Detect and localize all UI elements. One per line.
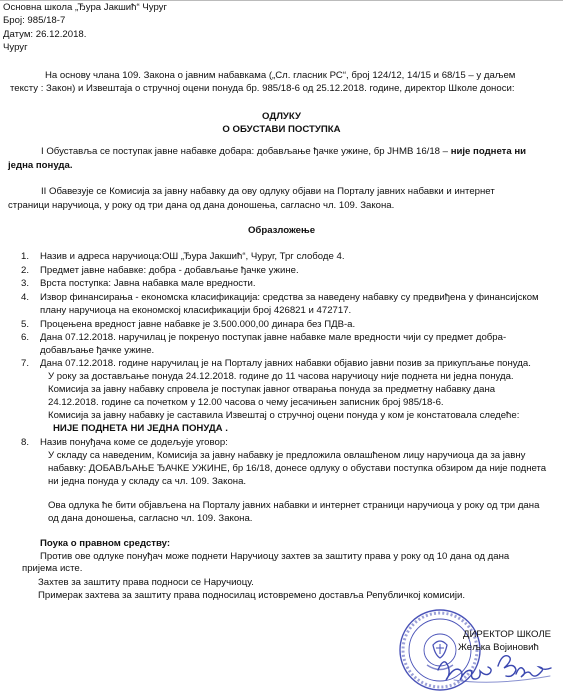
item-number: 6.: [21, 332, 30, 343]
decision-title: ОДЛУКУ: [262, 111, 301, 122]
item-number: 2.: [21, 265, 30, 276]
document-number: Број: 985/18-7: [3, 15, 66, 26]
item-number: 8.: [21, 437, 30, 448]
legal-remedy-line-3: Захтев за заштиту права подноси се Наручиоцу.: [38, 577, 254, 588]
section-1-line-2: једна понуда.: [8, 160, 73, 171]
item-7-line-4: 24.12.2018. године са почетком у 12.00 часова о чему јесачињен записник број 985/18-6.: [48, 397, 444, 408]
item-2-line-1: Предмет јавне набавке: добра - добављање ђачке ужине.: [40, 265, 299, 276]
section-1-emphasis: није поднета ни: [450, 146, 527, 157]
top-divider: [0, 0, 563, 1]
legal-remedy-line-2: пријема исте.: [22, 563, 83, 574]
section-1-line-1: [41, 146, 526, 157]
director-role: ДИРЕКТОР ШКОЛЕ: [463, 629, 552, 640]
item-number: 1.: [21, 251, 30, 262]
item-1-line-1: Назив и адреса наручиоца:ОШ „Ђура Јакшић“, Чуруг, Трг слободе 4.: [40, 251, 345, 262]
item-7-line-2: У року за достављање понуда 24.12.2018. године до 11 часова наручиоцу није поднета ни једна понуда.: [48, 371, 514, 382]
item-4-line-1: Извор финансирања - економска класификација: средства за наведену набавку су предвиђена у финансијском: [40, 292, 539, 303]
legal-remedy-title: Поука о правном средству:: [40, 538, 171, 549]
item-number: 3.: [21, 278, 30, 289]
section-2-line-1: II Обавезује се Комисија за јавну набавку да ову одлуку објави на Порталу јавних набавки и интернет: [41, 186, 495, 197]
document-place: Чуруг: [3, 42, 28, 53]
item-7-line-5: Комисија за јавну набавку је саставила Извештај о стручној оцени понуда у ком је констатовала следеће:: [48, 410, 520, 421]
item-number: 4.: [21, 292, 30, 303]
director-name: Жељка Војиновић: [458, 642, 539, 653]
item-5-line-1: Процењена вредност јавне набавке је 3.500.000,00 динара без ПДВ-а.: [40, 319, 356, 330]
handwritten-signature-icon: [434, 640, 562, 692]
intro-line-1: На основу члана 109. Закона о јавним набавкама („Сл. гласник РС“, број 124/12, 14/15 и 68/15 – у даљем: [45, 70, 516, 81]
item-6-line-1: Дана 07.12.2018. наручилац је покренуо поступак јавне набавке мале вредности чији су предмет добра-: [40, 332, 507, 343]
item-7-line-3: Комисија за јавну набавку спровела је поступак јавног отварања понуда за предметну набавку дана: [48, 384, 496, 395]
section-2-line-2: страници наручиоца, у року од три дана од дана доношења, сагласно чл. 109. Закона.: [8, 200, 395, 211]
intro-line-2: тексту : Закон) и Извештаја о стручној оцени понуда бр. 985/18-6 од 25.12.2018. године, директор Школе доноси:: [10, 83, 515, 94]
publish-note-line-2: од дана доношења, сагласно чл. 109. Закона.: [48, 513, 253, 524]
legal-remedy-line-4: Примерак захтева за заштиту права подносилац истовремено доставља Републичкој комисији.: [38, 590, 465, 601]
document-date: Датум: 26.12.2018.: [3, 29, 87, 40]
item-7-line-1: Дана 07.12.2018. године наручилац је на Порталу јавних набавки објавио јавни позив за прикупљање понуда.: [40, 358, 531, 369]
item-number: 7.: [21, 358, 30, 369]
decision-subtitle: О ОБУСТАВИ ПОСТУПКА: [222, 124, 341, 135]
reasoning-title: Образложење: [247, 225, 316, 236]
item-8-line-3: набавку: ДОБАВЉАЊЕ ЂАЧКЕ УЖИНЕ, бр 16/18, донесе одлуку о обустави поступка обзиром да није поднета: [48, 463, 547, 474]
no-offer-notice: НИЈЕ ПОДНЕТА НИ ЈЕДНА ПОНУДА .: [53, 423, 228, 434]
school-name: Основна школа „Ђура Јакшић“ Чуруг: [3, 2, 167, 13]
item-number: 5.: [21, 319, 30, 330]
item-8-line-1: Назив понуђача коме се додељује уговор:: [40, 437, 228, 448]
publish-note-line-1: Ова одлука ће бити објављена на Порталу јавних набавки и интернет страници наручиоца у року од три дана: [48, 500, 540, 511]
item-4-line-2: плану наручиоца на економској класификацији број 426821 и 472717.: [40, 305, 352, 316]
item-3-line-1: Врста поступка: Јавна набавка мале вредности.: [40, 278, 256, 289]
section-1-text: I Обуставља се поступак јавне набавке добара: добављање ђачке ужине, бр ЈНМВ 16/18 –: [41, 146, 449, 157]
item-8-line-4: ни једна понуда у складу са чл. 109. Закона.: [48, 476, 247, 487]
item-8-line-2: У складу са наведеним, Комисија за јавну набавку је предложила овлашћеном лицу наручиоца да за јавну: [48, 450, 526, 461]
item-6-line-2: добављање ђачке ужине.: [40, 345, 155, 356]
legal-remedy-line-1: Против ове одлуке понуђач може поднети Наручиоцу захтев за заштиту права у року од 10 дана од дана: [40, 551, 510, 562]
